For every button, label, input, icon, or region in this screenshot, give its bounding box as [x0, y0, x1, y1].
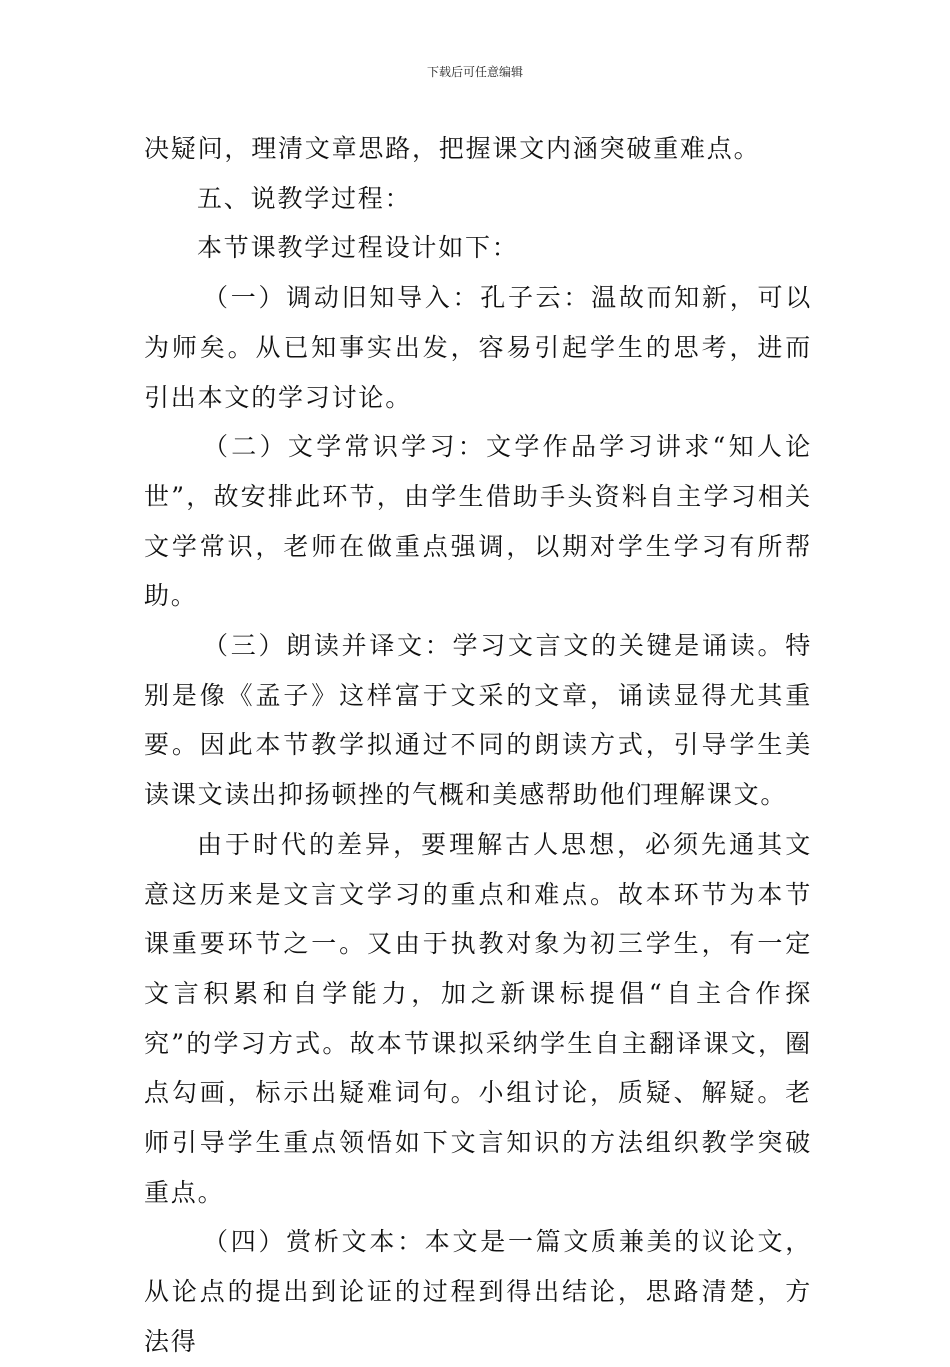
paragraph-step-1: （一）调动旧知导入：孔子云：温故而知新，可以为师矣。从已知事实出发，容易引起学生的思考，进而引出本文的学习讨论。: [144, 283, 812, 412]
section-heading: 五、说教学过程：: [197, 183, 412, 213]
paragraph-step-3: （三）朗读并译文：学习文言文的关键是诵读。特别是像《孟子》这样富于文采的文章，诵读显得尤其重要。因此本节教学拟通过不同的朗读方式，引导学生美读课文读出抑扬顿挫的气概和美感帮助他们理解课文。: [144, 631, 812, 810]
paragraph-step-2: （二）文学常识学习：文学作品学习讲求“知人论世”，故安排此环节，由学生借助手头资料自主学习相关文学常识，老师在做重点强调，以期对学生学习有所帮助。: [144, 432, 812, 611]
paragraph-step-3-detail: 由于时代的差异，要理解古人思想，必须先通其文意这历来是文言文学习的重点和难点。故本环节为本节课重要环节之一。又由于执教对象为初三学生，有一定文言积累和自学能力，加之新课标提倡“自主合作探究”的学习方式。故本节课拟采纳学生自主翻译课文，圈点勾画，标示出疑难词句。小组讨论，质疑、解疑。老师引导学生重点领悟如下文言知识的方法组织教学突破重点。: [144, 829, 812, 1207]
paragraph-continuation: 决疑问，理清文章思路，把握课文内涵突破重难点。: [144, 134, 761, 163]
paragraph-step-4: （四）赏析文本：本文是一篇文质兼美的议论文，从论点的提出到论证的过程到得出结论，思路清楚，方法得: [144, 1227, 812, 1356]
paragraph-intro: 本节课教学过程设计如下：: [197, 233, 519, 263]
page-header: 下载后可任意编辑: [426, 65, 523, 79]
document-body: [144, 124, 812, 1367]
